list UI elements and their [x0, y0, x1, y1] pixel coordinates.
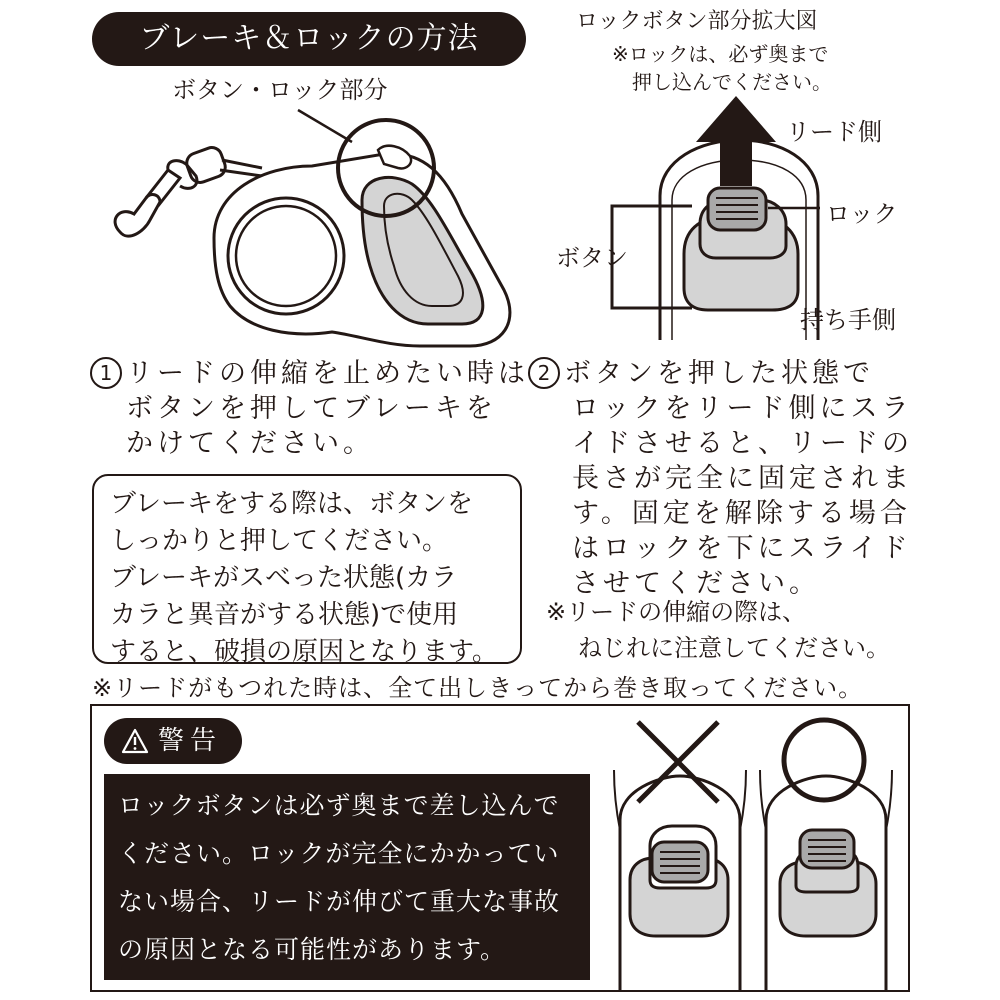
- zoom-title: ロックボタン部分拡大図: [576, 9, 818, 34]
- brake-note-line: ブレーキをする際は、ボタンを: [110, 489, 473, 519]
- button-lock-part-label: ボタン・ロック部分: [172, 76, 388, 104]
- zoom-note-line1: ※ロックは、必ず奥まで: [612, 42, 829, 66]
- step2-line: はロックを下にスライド: [572, 533, 912, 564]
- wrong-example: [614, 722, 746, 990]
- brake-note-line: カラと異音がする状態)で使用: [110, 600, 459, 630]
- step1-number: 1: [90, 357, 122, 389]
- step2-line: 長さが完全に固定されま: [572, 463, 913, 494]
- label-lock: ロック: [826, 200, 898, 228]
- brake-note-line: しっかりと押してください。: [110, 526, 449, 556]
- step2-line: ロックをリード側にスラ: [572, 393, 913, 424]
- label-lead-side: リード側: [786, 118, 882, 146]
- tangle-note: ※リードがもつれた時は、全て出しきってから巻き取ってください。: [92, 674, 864, 702]
- correct-example: [760, 720, 892, 990]
- section-title: ブレーキ＆ロックの方法: [92, 12, 526, 66]
- correct-mark-icon: [784, 720, 864, 800]
- label-handle-side: 持ち手側: [800, 306, 896, 334]
- warning-line: ない場合、リードが伸びて重大な事故: [118, 887, 561, 916]
- twist-note-line: ねじれに注意してください。: [578, 634, 890, 662]
- step1-line: ボタンを押してブレーキを: [126, 393, 497, 424]
- brake-note-line: すると、破損の原因となります。: [110, 637, 498, 667]
- step2-line: ボタンを押した状態で: [564, 358, 874, 389]
- zoom-note-line2: 押し込んでください。: [632, 70, 832, 94]
- wrong-mark-icon: [638, 722, 718, 802]
- warning-line: ロックボタンは必ず奥まで差し込んで: [118, 791, 560, 820]
- brake-note-line: ブレーキがスベった状態(カラ: [110, 563, 458, 593]
- step1-line: かけてください。: [126, 428, 374, 459]
- step1-line: リードの伸縮を止めたい時は: [126, 358, 529, 389]
- step2-line: イドさせると、リードの: [572, 428, 913, 459]
- step2-line: させてください。: [572, 568, 820, 599]
- step2-number: 2: [528, 357, 560, 389]
- warning-line: ください。ロックが完全にかかってい: [118, 839, 560, 868]
- warning-line: の原因となる可能性があります。: [118, 935, 507, 964]
- warning-label-text: 警告: [158, 726, 223, 756]
- twist-note-line: ※リードの伸縮の際は、: [546, 598, 807, 626]
- step2-line: す。固定を解除する場合: [572, 498, 911, 529]
- label-button: ボタン: [556, 244, 628, 272]
